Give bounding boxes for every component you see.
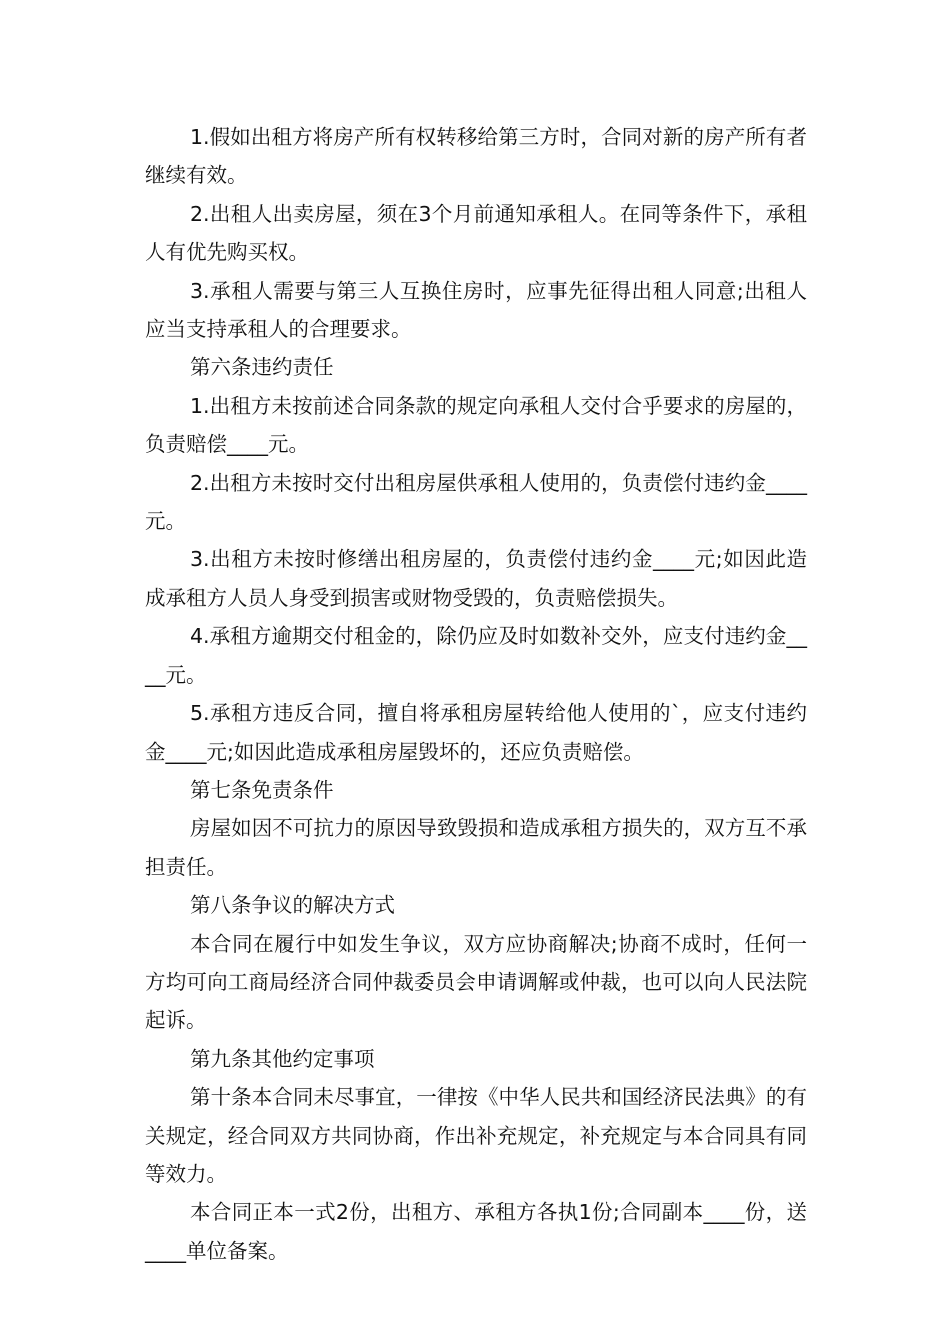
- dispute-resolution-clause: 本合同在履行中如发生争议，双方应协商解决;协商不成时，任何一方均可向工商局经济合同仲裁委员会申请调解或仲裁，也可以向人民法院起诉。: [145, 931, 807, 1033]
- article-10-clause: 第十条本合同未尽事宜，一律按《中华人民共和国经济民法典》的有关规定，经合同双方共同协商，作出补充规定，补充规定与本合同具有同等效力。: [145, 1085, 807, 1186]
- clause-sale-notice: 2.出租人出卖房屋，须在3个月前通知承租人。在同等条件下，承租人有优先购买权。: [145, 201, 807, 265]
- liability-item-1: 1.出租方未按前述合同条款的规定向承租人交付合乎要求的房屋的，负责赔偿____元。: [145, 393, 807, 457]
- liability-item-3: 3.出租方未按时修缮出租房屋的，负责偿付违约金____元;如因此造成承租方人员人身受到损害或财物受毁的，负责赔偿损失。: [145, 547, 807, 610]
- force-majeure-clause: 房屋如因不可抗力的原因导致毁损和造成承租方损失的，双方互不承担责任。: [145, 816, 807, 879]
- clause-transfer-ownership: 1.假如出租方将房产所有权转移给第三方时，合同对新的房产所有者继续有效。: [145, 125, 807, 188]
- liability-item-4: 4.承租方逾期交付租金的，除仍应及时如数补交外，应支付违约金____元。: [145, 624, 807, 687]
- liability-item-5: 5.承租方违反合同，擅自将承租房屋转给他人使用的`，应支付违约金____元;如因此造成承租房屋毁坏的，还应负责赔偿。: [145, 701, 807, 764]
- clause-housing-exchange: 3.承租人需要与第三人互换住房时，应事先征得出租人同意;出租人应当支持承租人的合理要求。: [145, 278, 807, 342]
- article-8-heading: 第八条争议的解决方式: [190, 893, 395, 918]
- article-6-heading: 第六条违约责任: [190, 355, 334, 380]
- document-body: [145, 118, 807, 1270]
- article-7-heading: 第七条免责条件: [190, 777, 334, 802]
- copies-clause: 本合同正本一式2份，出租方、承租方各执1份;合同副本____份，送____单位备案。: [145, 1200, 807, 1263]
- article-9-heading: 第九条其他约定事项: [190, 1046, 375, 1071]
- liability-item-2: 2.出租方未按时交付出租房屋供承租人使用的，负责偿付违约金____元。: [145, 470, 807, 534]
